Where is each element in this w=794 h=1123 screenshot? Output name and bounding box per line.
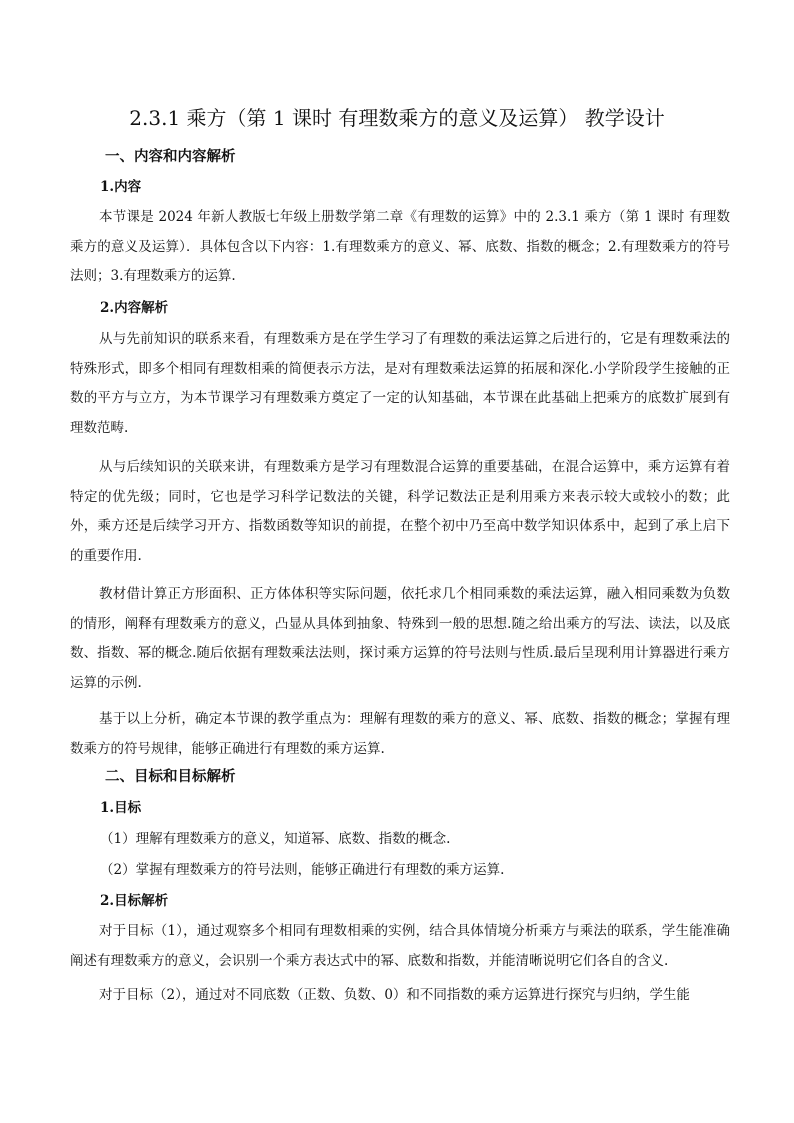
section-heading-goals: 二、目标和目标解析 xyxy=(105,768,236,785)
section-heading-content: 一、内容和内容解析 xyxy=(105,148,236,165)
paragraph-content: 本节课是 2024 年新人教版七年级上册数学第二章《有理数的运算》中的 2.3.1 乘方（第 1 课时 有理数乘方的意义及运算）．具体包含以下内容：1.有理数乘方的意义、幂、底数、指数的概念；2.有理数乘方的符号法则；3.有理数乘方的运算. xyxy=(70,209,730,284)
subheading-content: 1.内容 xyxy=(100,179,142,195)
subheading-goal-analysis: 2.目标解析 xyxy=(100,893,169,909)
paragraph-key-points: 基于以上分析，确定本节课的教学重点为：理解有理数的乘方的意义、幂、底数、指数的概念；掌握有理数乘方的符号规律，能够正确进行有理数的乘方运算. xyxy=(70,711,730,757)
paragraph-analysis-prior: 从与先前知识的联系来看，有理数乘方是在学生学习了有理数的乘法运算之后进行的，它是有理数乘法的特殊形式，即多个相同有理数相乘的简便表示方法，是对有理数乘法运算的拓展和深化.小学阶段学生接触的正数的平方与立方，为本节课学习有理数乘方奠定了一定的认知基础，本节课在此基础上把乘方的底数扩展到有理数范畴. xyxy=(70,331,730,436)
subheading-content-analysis: 2.内容解析 xyxy=(100,300,169,316)
subheading-goals: 1.目标 xyxy=(100,800,142,816)
paragraph-analysis-textbook: 教材借计算正方形面积、正方体体积等实际问题，依托求几个相同乘数的乘法运算，融入相同乘数为负数的情形，阐释有理数乘方的意义，凸显从具体到抽象、特殊到一般的思想.随之给出乘方的写法、读法，以及底数、指数、幂的概念.随后依据有理数乘法法则，探讨乘方运算的符号法则与性质.最后呈现利用计算器进行乘方运算的示例. xyxy=(70,586,730,691)
document-title: 2.3.1 乘方（第 1 课时 有理数乘方的意义及运算） 教学设计 xyxy=(129,106,665,130)
paragraph-analysis-later: 从与后续知识的关联来讲，有理数乘方是学习有理数混合运算的重要基础，在混合运算中，乘方运算有着特定的优先级；同时，它也是学习科学记数法的关键，科学记数法正是利用乘方来表示较大或较小的数；此外，乘方还是后续学习开方、指数函数等知识的前提，在整个初中乃至高中数学知识体系中，起到了承上启下的重要作用. xyxy=(70,459,730,564)
paragraph-goal-analysis-2: 对于目标（2），通过对不同底数（正数、负数、0）和不同指数的乘方运算进行探究与归纳，学生能 xyxy=(99,987,690,1003)
goal-item-2: （2）掌握有理数乘方的符号法则，能够正确进行有理数的乘方运算. xyxy=(100,862,505,878)
goal-item-1: （1）理解有理数乘方的意义，知道幂、底数、指数的概念. xyxy=(100,831,451,847)
paragraph-goal-analysis-1: 对于目标（1），通过观察多个相同有理数相乘的实例，结合具体情境分析乘方与乘法的联系，学生能准确阐述有理数乘方的意义，会识别一个乘方表达式中的幂、底数和指数，并能清晰说明它们各自的含义. xyxy=(70,923,730,969)
